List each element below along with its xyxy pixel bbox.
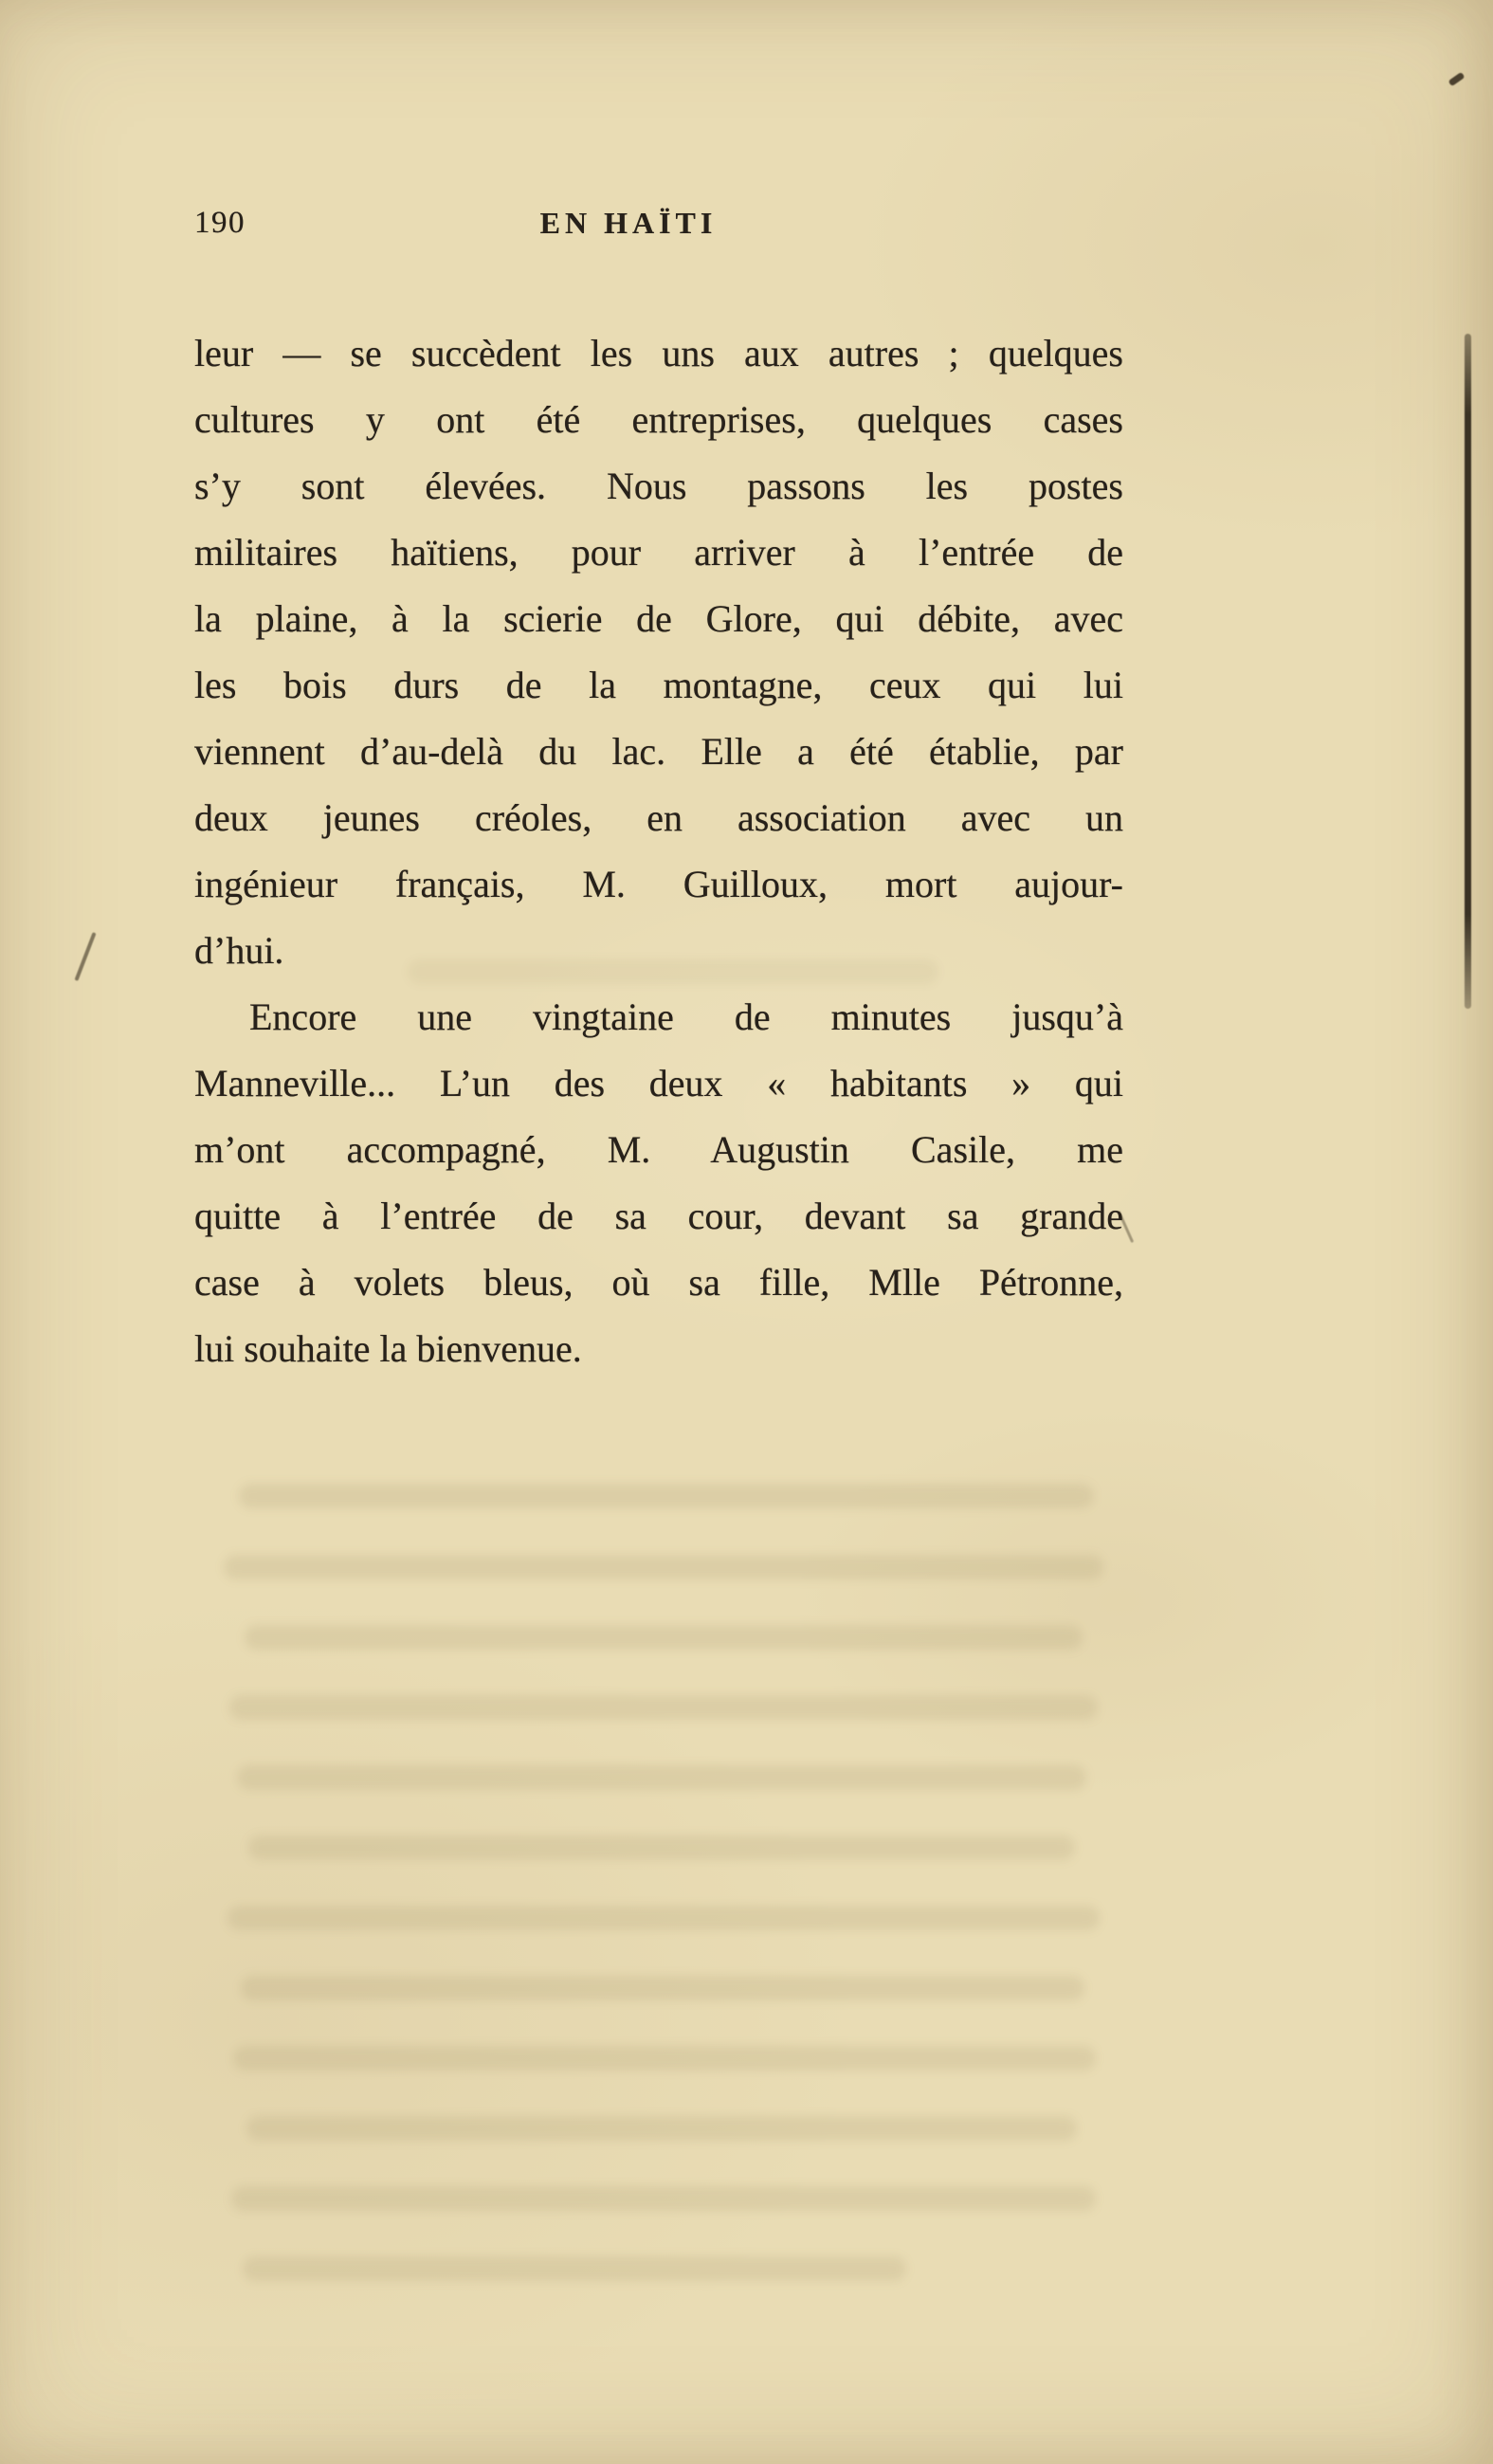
text-line: la plaine, à la scierie de Glore, qui débite, avec — [194, 597, 1123, 640]
text-line: lui souhaite la bienvenue. — [194, 1327, 582, 1370]
ink-speck — [1448, 72, 1466, 86]
text-line: Encore une vingtaine de minutes jusqu’à — [249, 995, 1123, 1038]
text-line: leur — se succèdent les uns aux autres ; quelques — [194, 332, 1123, 374]
text-line: d’hui. — [194, 929, 284, 972]
text-line: case à volets bleus, où sa fille, Mlle Pétronne, — [194, 1261, 1123, 1304]
text-line: s’y sont élevées. Nous passons les postes — [194, 465, 1123, 507]
pen-mark — [74, 932, 96, 981]
text-line: m’ont accompagné, M. Augustin Casile, me — [194, 1128, 1123, 1171]
text-line: deux jeunes créoles, en association avec un — [194, 796, 1123, 839]
page-number: 190 — [194, 206, 246, 240]
text-line: viennent d’au-delà du lac. Elle a été établie, par — [194, 730, 1123, 773]
text-line: Manneville... L’un des deux « habitants » qui — [194, 1062, 1123, 1104]
text-line: quitte à l’entrée de sa cour, devant sa grande — [194, 1195, 1123, 1237]
text-line: cultures y ont été entreprises, quelques cases — [194, 398, 1123, 441]
text-line: ingénieur français, M. Guilloux, mort aujour- — [194, 863, 1123, 905]
running-title: EN HAÏTI — [539, 206, 718, 240]
text-line: militaires haïtiens, pour arriver à l’entrée de — [194, 531, 1123, 574]
text-line: les bois durs de la montagne, ceux qui lui — [194, 664, 1123, 706]
page-header — [194, 201, 1123, 245]
text-block — [194, 320, 1123, 1382]
binding-shadow-line — [1465, 334, 1471, 1009]
